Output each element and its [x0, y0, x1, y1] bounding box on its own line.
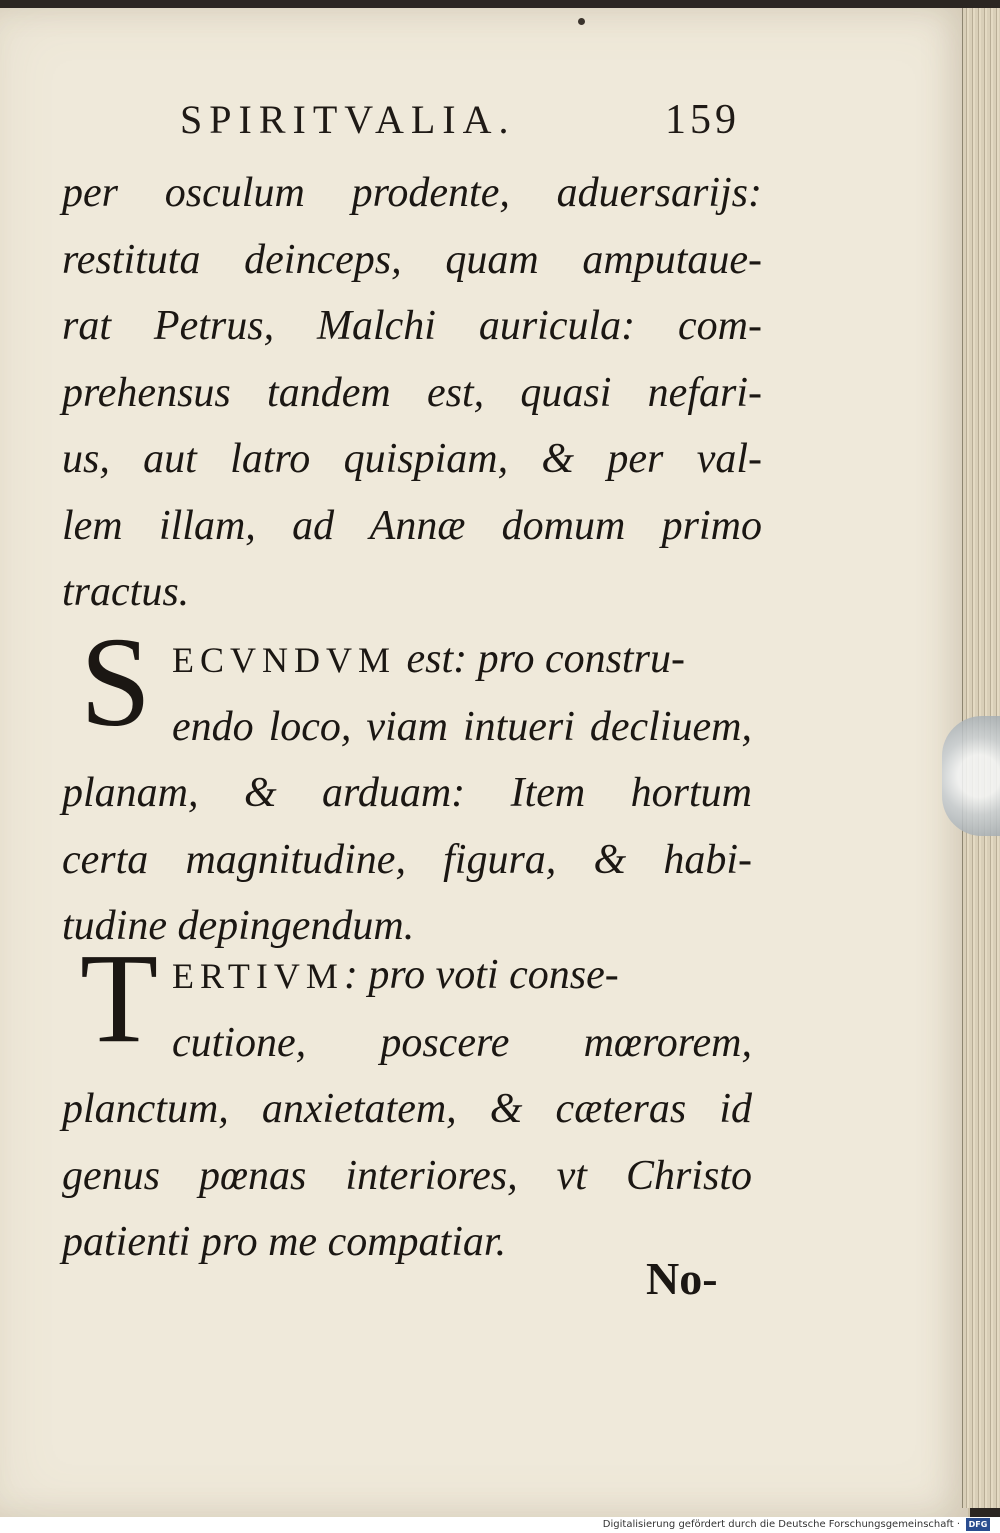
drop-cap: S: [80, 611, 152, 753]
text-line: [62, 942, 752, 1010]
small-caps-word: ECVNDVM: [172, 640, 397, 680]
running-title: SPIRITVALIA.: [180, 97, 516, 142]
page-number: 159: [665, 97, 740, 143]
text-line: restituta deinceps, quam amputaue-: [62, 236, 762, 283]
text-line: tractus.: [62, 569, 190, 615]
text-line: us, aut latro quispiam, & per val-: [62, 436, 762, 482]
dfg-logo: DFG: [966, 1518, 990, 1531]
paragraph-2: [62, 611, 752, 960]
text-line: planam, & arduam: Item hortum: [62, 770, 752, 816]
paragraph-3: [62, 927, 752, 1276]
text-line: patienti pro me compatiar.: [62, 1219, 507, 1265]
text-line: [62, 626, 752, 694]
text-line: per osculum prodente, aduersarijs:: [62, 170, 762, 216]
catchword: No-: [646, 1253, 718, 1304]
drop-cap: T: [80, 927, 159, 1069]
text-line: rat Petrus, Malchi auricula: com-: [62, 303, 762, 349]
text-line: prehensus tandem est, quasi nefari-: [62, 369, 762, 416]
text-line: tudine depingendum.: [62, 903, 415, 949]
text-line: planctum, anxietatem, & cæteras id: [62, 1086, 752, 1132]
text-line: certa magnitudine, figura, & habi-: [62, 836, 752, 883]
text-line-rest: est: pro constru-: [396, 636, 685, 682]
small-caps-word: ERTIVM: [172, 956, 344, 996]
text-line: cutione, poscere mœrorem,: [172, 1019, 752, 1066]
ink-mark: [578, 18, 585, 25]
text-line-rest: : pro voti conse-: [343, 952, 619, 998]
funding-credit: Digitalisierung gefördert durch die Deutsche Forschungsgemeinschaft ·: [602, 1519, 960, 1530]
text-line: genus pœnas interiores, vt Christo: [62, 1152, 752, 1199]
page-clip: [942, 716, 1000, 836]
text-line: endo loco, viam intueri decliuem,: [172, 703, 752, 750]
text-line: lem illam, ad Annæ domum primo: [62, 502, 762, 549]
running-head: [180, 96, 740, 146]
paragraph-1: [62, 160, 762, 626]
